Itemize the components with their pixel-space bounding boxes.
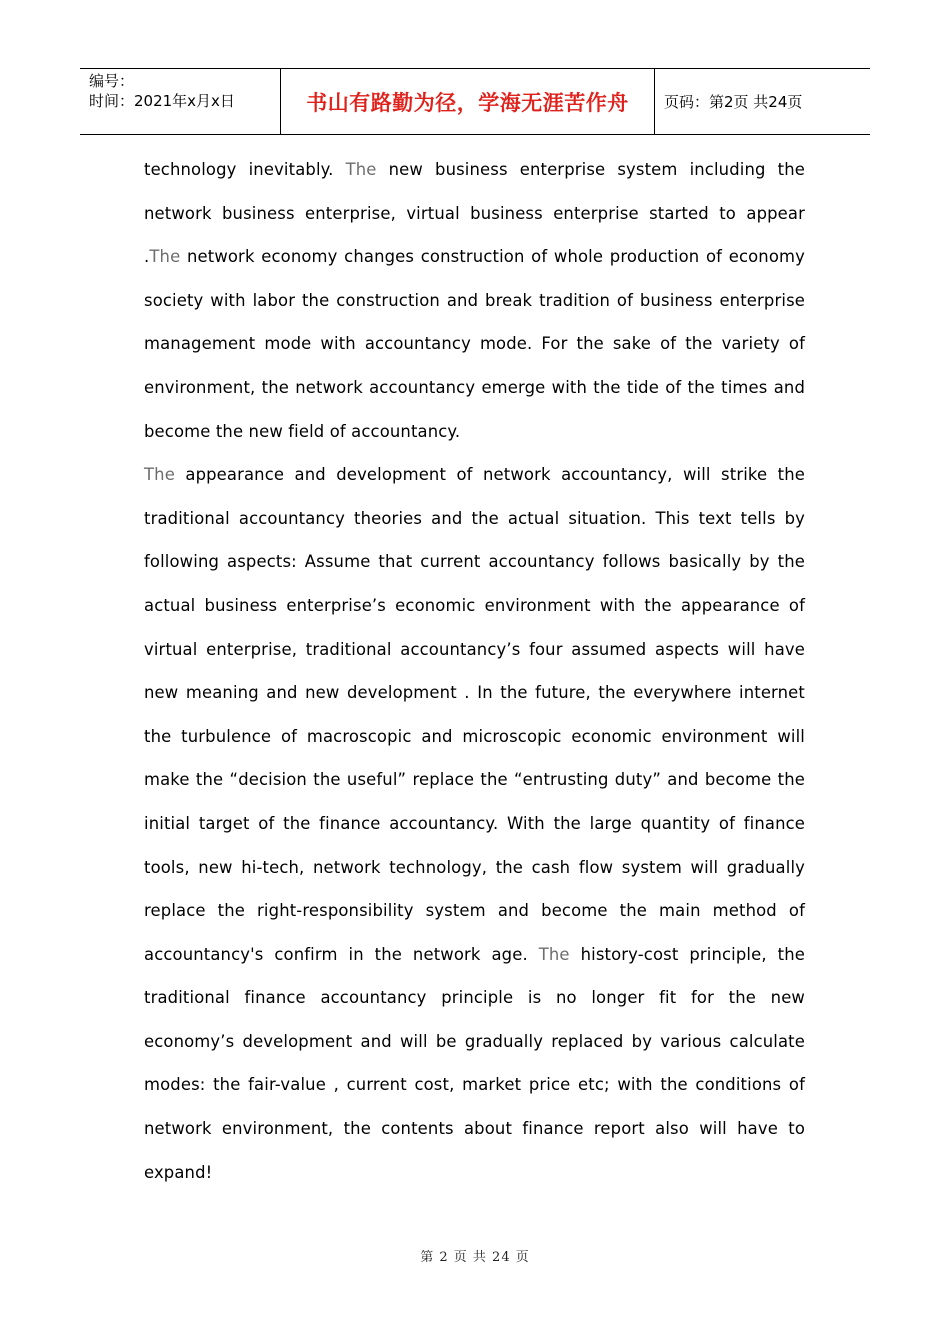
page-footer — [0, 1246, 950, 1265]
serial-label: 编号： — [89, 72, 135, 90]
text-segment: The — [149, 247, 181, 267]
document-body — [144, 148, 805, 1194]
page-header — [80, 68, 870, 135]
text-segment: The — [345, 160, 377, 179]
text-segment: network economy changes construction of whole production of economy society with labor the construction and break tradition of business enterprise management mode with accountancy mode. For the sake of the variety of environment, the network accountancy emerge with the tide of the times and become the new field of accountancy. — [144, 247, 805, 441]
header-page-cell — [655, 69, 870, 134]
text-segment: technology inevitably. — [144, 160, 346, 179]
footer-page-number: 第 2 页 共 24 页 — [420, 1250, 530, 1265]
paragraph-1 — [144, 148, 805, 453]
text-segment: appearance and development of network accountancy, will strike the traditional accountancy theories and the actual situation. This text tells by following aspects: Assume that current accountancy follows basically by the actual business enterprise’s economic environment with the appearance of virtual enterprise, traditional accountancy’s four assumed aspects will have new meaning and new development . In the future, the everywhere internet the turbulence of macroscopic and microscopic economic environment will make the “decision the useful” replace the “entrusting duty” and become the initial target of the finance accountancy. With the large quantity of finance tools, new hi-tech, network technology, the cash flow system will gradually replace the right-responsibility system and become the main method of accountancy's confirm in the network age. — [144, 465, 805, 964]
text-segment: The — [538, 944, 570, 964]
date-label: 时间：2021年x月x日 — [89, 92, 235, 110]
text-segment: The — [144, 465, 175, 485]
text-segment: new business enterprise system including the network business enterprise, virtual business enterprise started to appear . — [144, 160, 805, 267]
motto-text: 书山有路勤为径，学海无涯苦作舟 — [306, 90, 629, 115]
text-segment: history-cost principle, the traditional finance accountancy principle is no longer fit for the new economy’s development and will be gradually replaced by various calculate modes: the fair-value , current cost, market price etc; with the conditions of network environment, the contents about finance report also will have to expand! — [144, 944, 805, 1182]
page-info: 页码：第2页 共24页 — [664, 93, 803, 111]
header-motto-cell — [281, 69, 655, 134]
header-meta-cell — [80, 69, 281, 134]
paragraph-2 — [144, 453, 805, 1194]
